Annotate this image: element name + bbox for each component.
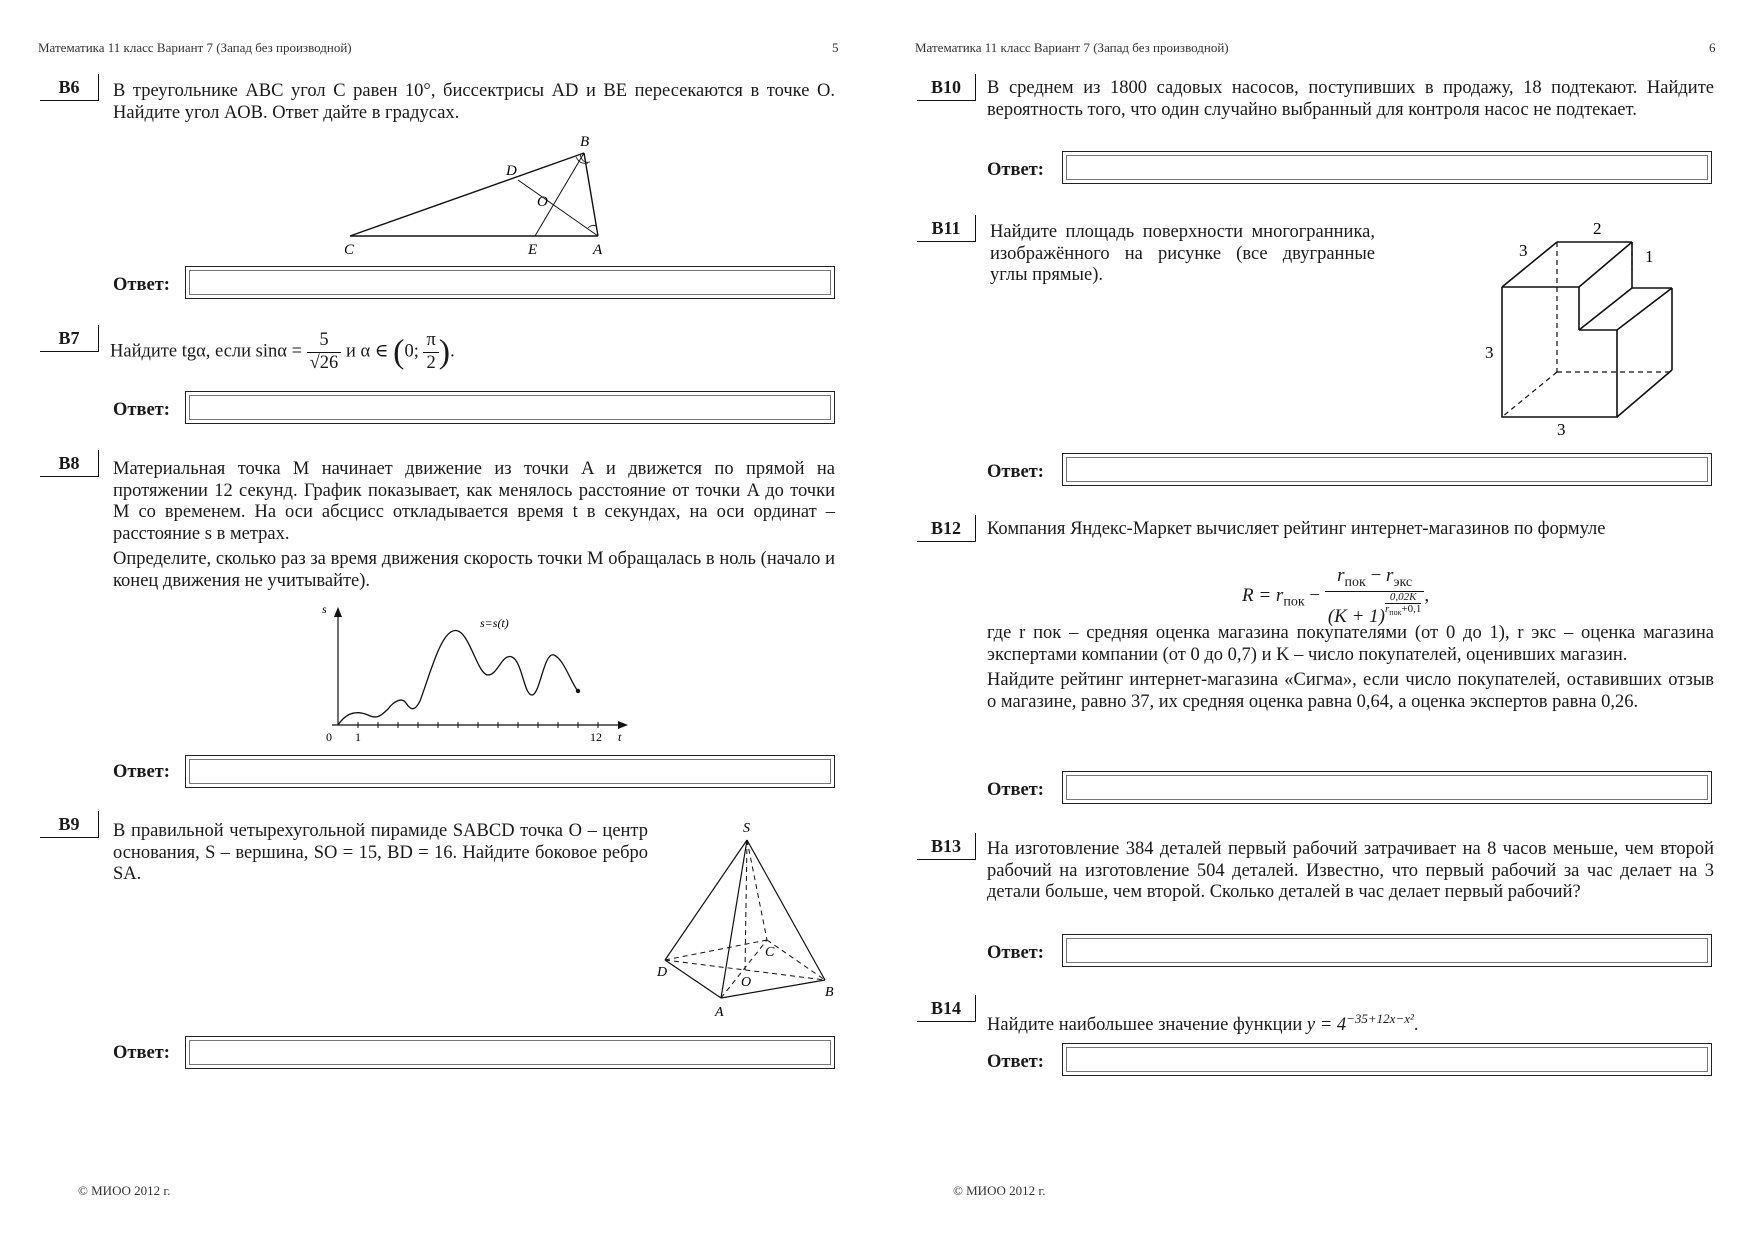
b7-text-mid: и α ∈ — [345, 341, 389, 362]
dim-left: 3 — [1485, 343, 1494, 362]
answer-input-b9[interactable] — [192, 1043, 828, 1062]
label-func: s=s(t) — [480, 616, 509, 630]
answer-box-b8[interactable] — [185, 755, 835, 788]
answer-input-b11[interactable] — [1069, 460, 1705, 479]
label-a: A — [593, 242, 603, 258]
b7-text-pre: Найдите tgα, если sinα = — [110, 341, 303, 362]
label-o: O — [741, 975, 752, 990]
b12-paragraph-3: Найдите рейтинг интернет-магазина «Сигма», если число покупателей, оставивших отзыв о магазине, равно 37, их средняя оценка равна 0,64, а оценка экспертов равна 0,26. — [987, 670, 1714, 712]
label-c: C — [765, 945, 775, 960]
answer-box-b6[interactable] — [185, 266, 835, 299]
b8-paragraph-1: Материальная точка M начинает движение из точки A и движется по прямой на протяжении 12 секунд. График показывает, как менялось расстояние от точки A до точки M со временем. На оси абсцисс откладывается время t в секундах, на оси ординат – расстояние s в метрах. — [113, 459, 835, 544]
answer-label-b11: Ответ: — [987, 462, 1044, 482]
b14-end: . — [1413, 1015, 1419, 1036]
label-a: A — [715, 1005, 724, 1020]
task-text-b12-intro: Компания Яндекс-Маркет вычисляет рейтинг интернет-магазинов по формуле — [987, 519, 1606, 539]
answer-label-b14: Ответ: — [987, 1052, 1044, 1072]
task-label-b7: B7 — [40, 325, 99, 352]
label-s: s — [322, 602, 327, 616]
task-label-b13: B13 — [917, 833, 976, 860]
formula-fraction: $r_{пок} - r_{экс}$ (K + 1) $^{0,02K r_{пок}+0,1}$ — [1325, 565, 1425, 628]
page-header: Математика 11 класс Вариант 7 (Запад без производной) — [915, 40, 1229, 55]
label-twelve: 12 — [590, 730, 602, 744]
graph-curve — [338, 631, 578, 725]
label-zero: 0 — [326, 730, 332, 744]
paren-close: ) — [438, 333, 451, 371]
dim-right: 1 — [1645, 247, 1654, 266]
answer-box-b9[interactable] — [185, 1036, 835, 1069]
label-b: B — [580, 134, 590, 150]
b14-text-pre: Найдите наибольшее значение функции — [987, 1015, 1303, 1036]
task-label-b14: B14 — [917, 995, 976, 1022]
bisector-ad — [518, 180, 598, 236]
dim-top-left: 3 — [1519, 241, 1528, 260]
answer-box-b11[interactable] — [1062, 453, 1712, 486]
task-label-b12: B12 — [917, 515, 976, 542]
rating-formula: $R = r_{пок}$ − $r_{пок} - r_{экс}$ (K + 1) $^{0,02K r_{пок}+0,1}$ , — [1242, 565, 1430, 627]
answer-label-b9: Ответ: — [113, 1043, 170, 1063]
polyhedron-figure — [1485, 219, 1717, 440]
b14-function: y = 4 — [1306, 1015, 1347, 1036]
b8-paragraph-2: Определите, сколько раз за время движения скорость точки M обращалась в ноль (начало и конец движения не учитывайте). — [113, 549, 835, 591]
label-e: E — [528, 242, 538, 258]
task-text-b14 — [987, 1008, 1714, 1037]
fraction-sin: $\frac{5}{√26}$ — [307, 330, 342, 374]
page-number: 6 — [1709, 40, 1716, 55]
task-label-b10: B10 — [917, 74, 976, 101]
answer-box-b12[interactable] — [1062, 771, 1712, 804]
task-text-b10: В среднем из 1800 садовых насосов, поступивших в продажу, 18 подтекают. Найдите вероятность того, что один случайно выбранный для контроля насос не подтекает. — [987, 78, 1714, 120]
task-label-b6: B6 — [40, 74, 99, 101]
answer-input-b10[interactable] — [1069, 158, 1705, 177]
label-b: B — [825, 985, 834, 1000]
page-header: Математика 11 класс Вариант 7 (Запад без производной) — [38, 40, 352, 55]
task-label-b11: B11 — [917, 215, 976, 242]
answer-label-b7: Ответ: — [113, 400, 170, 420]
answer-box-b10[interactable] — [1062, 151, 1712, 184]
page-number: 5 — [832, 40, 839, 55]
page-right — [877, 0, 1754, 1239]
answer-input-b8[interactable] — [192, 762, 828, 781]
answer-input-b6[interactable] — [192, 273, 828, 292]
answer-input-b7[interactable] — [192, 398, 828, 417]
task-text-b11: Найдите площадь поверхности многогранника, изображённого на рисунке (все двугранные углы прямые). — [990, 222, 1375, 285]
answer-label-b6: Ответ: — [113, 275, 170, 295]
side-cb — [350, 153, 584, 236]
answer-box-b14[interactable] — [1062, 1043, 1712, 1076]
task-text-b13: На изготовление 384 деталей первый рабочий затрачивает на 8 часов меньше, чем второй рабочий на изготовление 504 деталей. Известно, что первый рабочий за час делает на 3 детали больше, чем второй. Сколько деталей в час делает первый рабочий? — [987, 839, 1714, 902]
answer-input-b14[interactable] — [1069, 1050, 1705, 1069]
task-text-b7 — [110, 330, 840, 374]
answer-input-b12[interactable] — [1069, 778, 1705, 797]
answer-input-b13[interactable] — [1069, 941, 1705, 960]
label-d: D — [657, 965, 668, 980]
task-text-b6: В треугольнике ABC угол C равен 10°, биссектрисы AD и BE пересекаются в точке O. Найдите угол AOB. Ответ дайте в градусах. — [113, 81, 835, 123]
distance-graph — [318, 602, 638, 745]
label-o: O — [537, 194, 548, 210]
b12-paragraph-2: где r пок – средняя оценка магазина покупателями (от 0 до 1), r экс – оценка магазина экспертами компании (от 0 до 0,7) и K – число покупателей, оценивших магазин. — [987, 623, 1714, 665]
page-footer: © МИОО 2012 г. — [78, 1183, 171, 1198]
task-label-b8: B8 — [40, 450, 99, 477]
page-footer: © МИОО 2012 г. — [953, 1183, 1046, 1198]
label-one: 1 — [355, 730, 361, 744]
b14-exponent: −35+12x−x² — [1346, 1011, 1414, 1026]
fraction-pi2: $\frac{\pi}{2}$ — [423, 330, 438, 374]
label-s: S — [743, 821, 750, 836]
task-text-b9: В правильной четырехугольной пирамиде SABCD точка O – центр основания, S – вершина, SO = 15, BD = 16. Найдите боковое ребро SA. — [113, 821, 648, 884]
triangle-figure — [330, 130, 620, 258]
task-label-b9: B9 — [40, 811, 99, 838]
answer-box-b13[interactable] — [1062, 934, 1712, 967]
dim-top: 2 — [1593, 219, 1602, 238]
paren-open: ( — [393, 333, 405, 371]
answer-label-b8: Ответ: — [113, 762, 170, 782]
b7-end: . — [450, 341, 455, 362]
label-d: D — [506, 163, 517, 179]
task-text-b8 — [113, 459, 835, 592]
dim-bottom: 3 — [1557, 420, 1566, 439]
answer-label-b13: Ответ: — [987, 943, 1044, 963]
answer-label-b10: Ответ: — [987, 160, 1044, 180]
label-c: C — [344, 242, 355, 258]
answer-box-b7[interactable] — [185, 391, 835, 424]
side-ba — [584, 153, 598, 236]
label-t: t — [618, 730, 622, 744]
interval-left: 0; — [404, 341, 419, 362]
pyramid-figure — [655, 818, 845, 1028]
answer-label-b12: Ответ: — [987, 780, 1044, 800]
task-text-b12-body — [987, 623, 1714, 713]
